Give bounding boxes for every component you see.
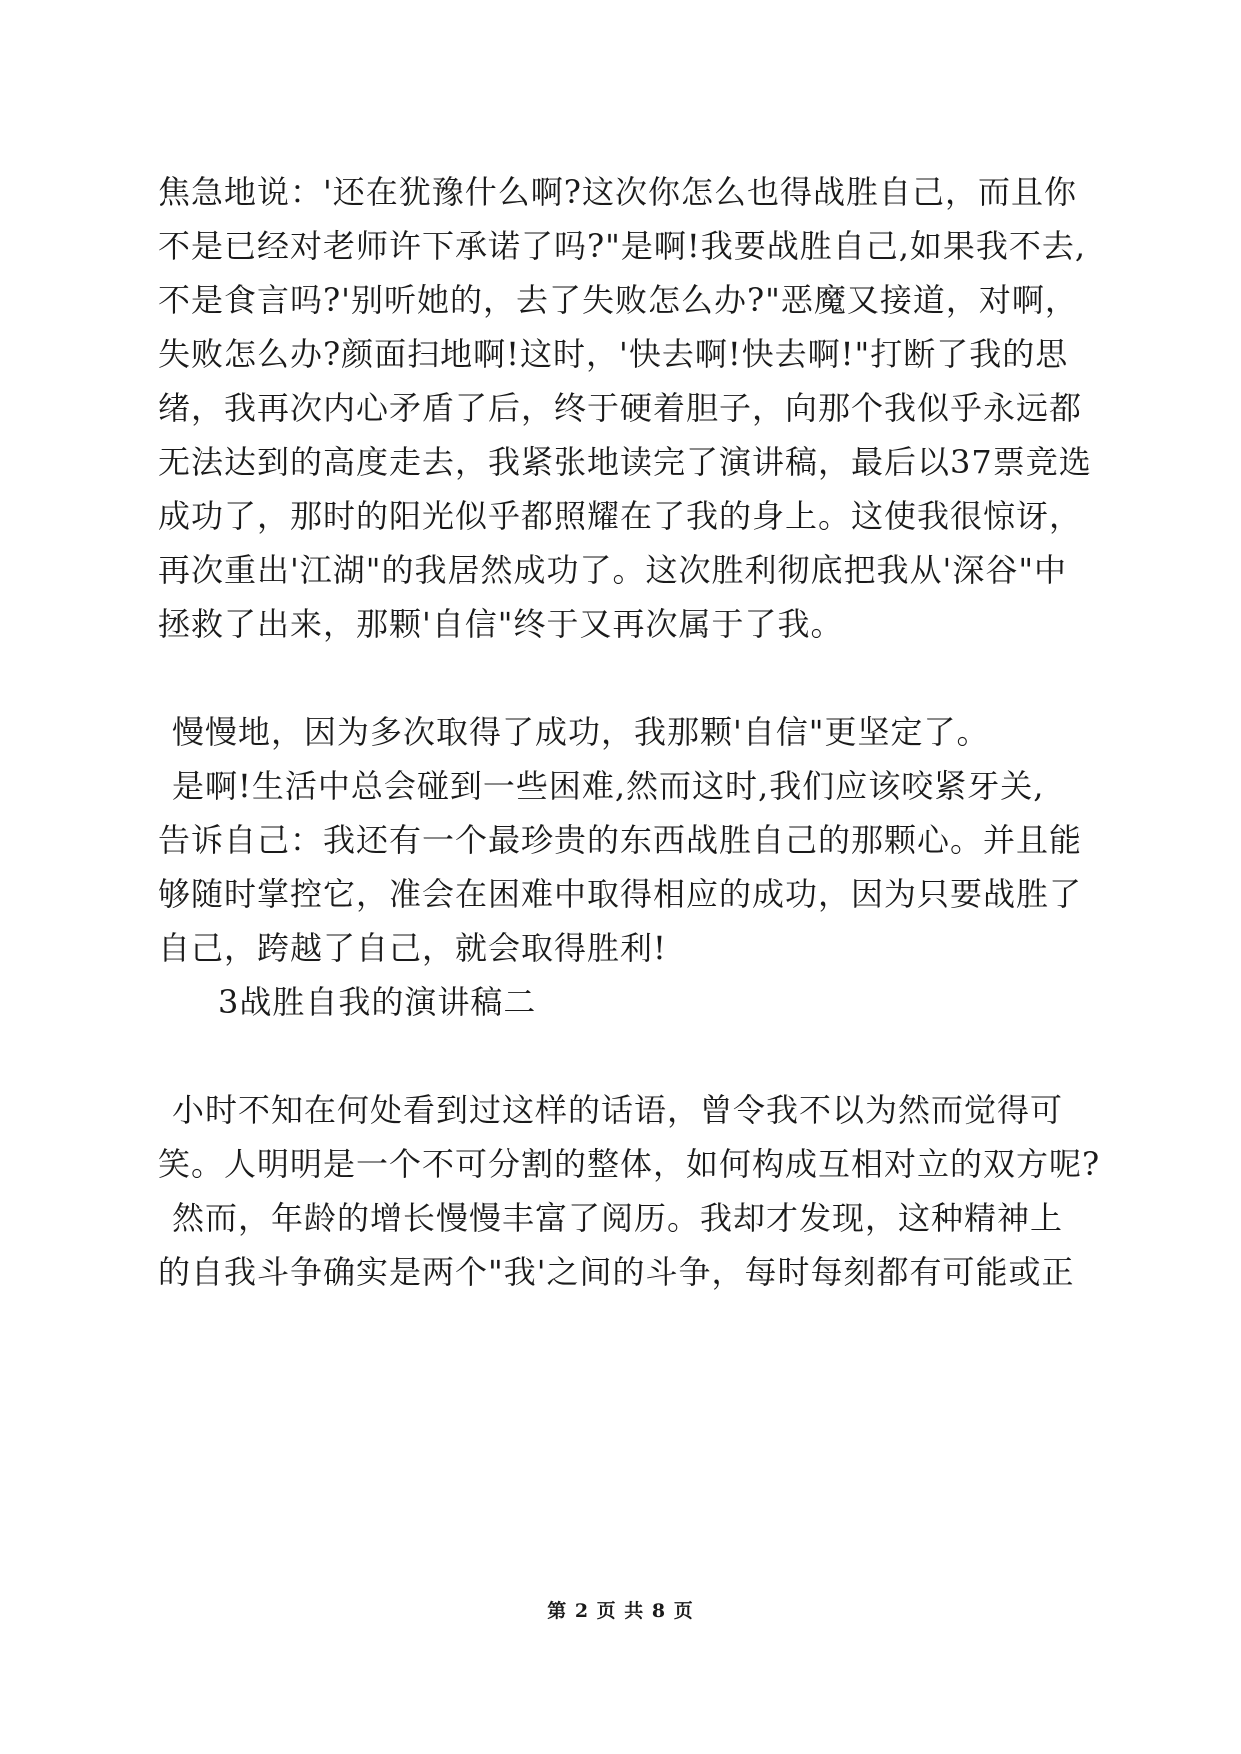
paragraph-line: 是啊!生活中总会碰到一些困难,然而这时,我们应该咬紧牙关, [172, 767, 1045, 805]
paragraph-line: 无法达到的高度走去，我紧张地读完了演讲稿，最后以37票竞选 [158, 443, 1092, 481]
paragraph-line: 再次重出'江湖"的我居然成功了。这次胜利彻底把我从'深谷"中 [158, 551, 1068, 589]
paragraph-line: 不是食言吗?'别听她的，去了失败怎么办?"恶魔又接道，对啊， [158, 281, 1078, 319]
page-number-footer: 第 2 页 共 8 页 [547, 1600, 694, 1622]
section-heading: 3战胜自我的演讲稿二 [218, 983, 537, 1021]
paragraph-line: 慢慢地，因为多次取得了成功，我那颗'自信"更坚定了。 [172, 713, 990, 751]
paragraph-line: 小时不知在何处看到过这样的话语，曾令我不以为然而觉得可 [172, 1091, 1064, 1129]
paragraph-line: 焦急地说：'还在犹豫什么啊?这次你怎么也得战胜自己，而且你 [158, 173, 1077, 211]
paragraph-line: 绪，我再次内心矛盾了后，终于硬着胆子，向那个我似乎永远都 [158, 389, 1083, 427]
paragraph-line: 告诉自己：我还有一个最珍贵的东西战胜自己的那颗心。并且能 [158, 821, 1083, 859]
paragraph-line: 笑。人明明是一个不可分割的整体，如何构成互相对立的双方呢? [158, 1145, 1101, 1183]
paragraph-line: 够随时掌控它，准会在困难中取得相应的成功，因为只要战胜了 [158, 875, 1083, 913]
paragraph-line: 不是已经对老师许下承诺了吗?"是啊!我要战胜自己,如果我不去, [158, 227, 1087, 265]
paragraph-line: 拯救了出来，那颗'自信"终于又再次属于了我。 [158, 605, 844, 643]
paragraph-line: 成功了，那时的阳光似乎都照耀在了我的身上。这使我很惊讶， [158, 497, 1083, 535]
paragraph-line: 自己，跨越了自己，就会取得胜利! [158, 929, 667, 967]
paragraph-line: 失败怎么办?颜面扫地啊!这时，'快去啊!快去啊!"打断了我的思 [158, 335, 1069, 373]
paragraph-line: 然而，年龄的增长慢慢丰富了阅历。我却才发现，这种精神上 [172, 1199, 1064, 1237]
paragraph-line: 的自我斗争确实是两个"我'之间的斗争，每时每刻都有可能或正 [158, 1253, 1075, 1291]
